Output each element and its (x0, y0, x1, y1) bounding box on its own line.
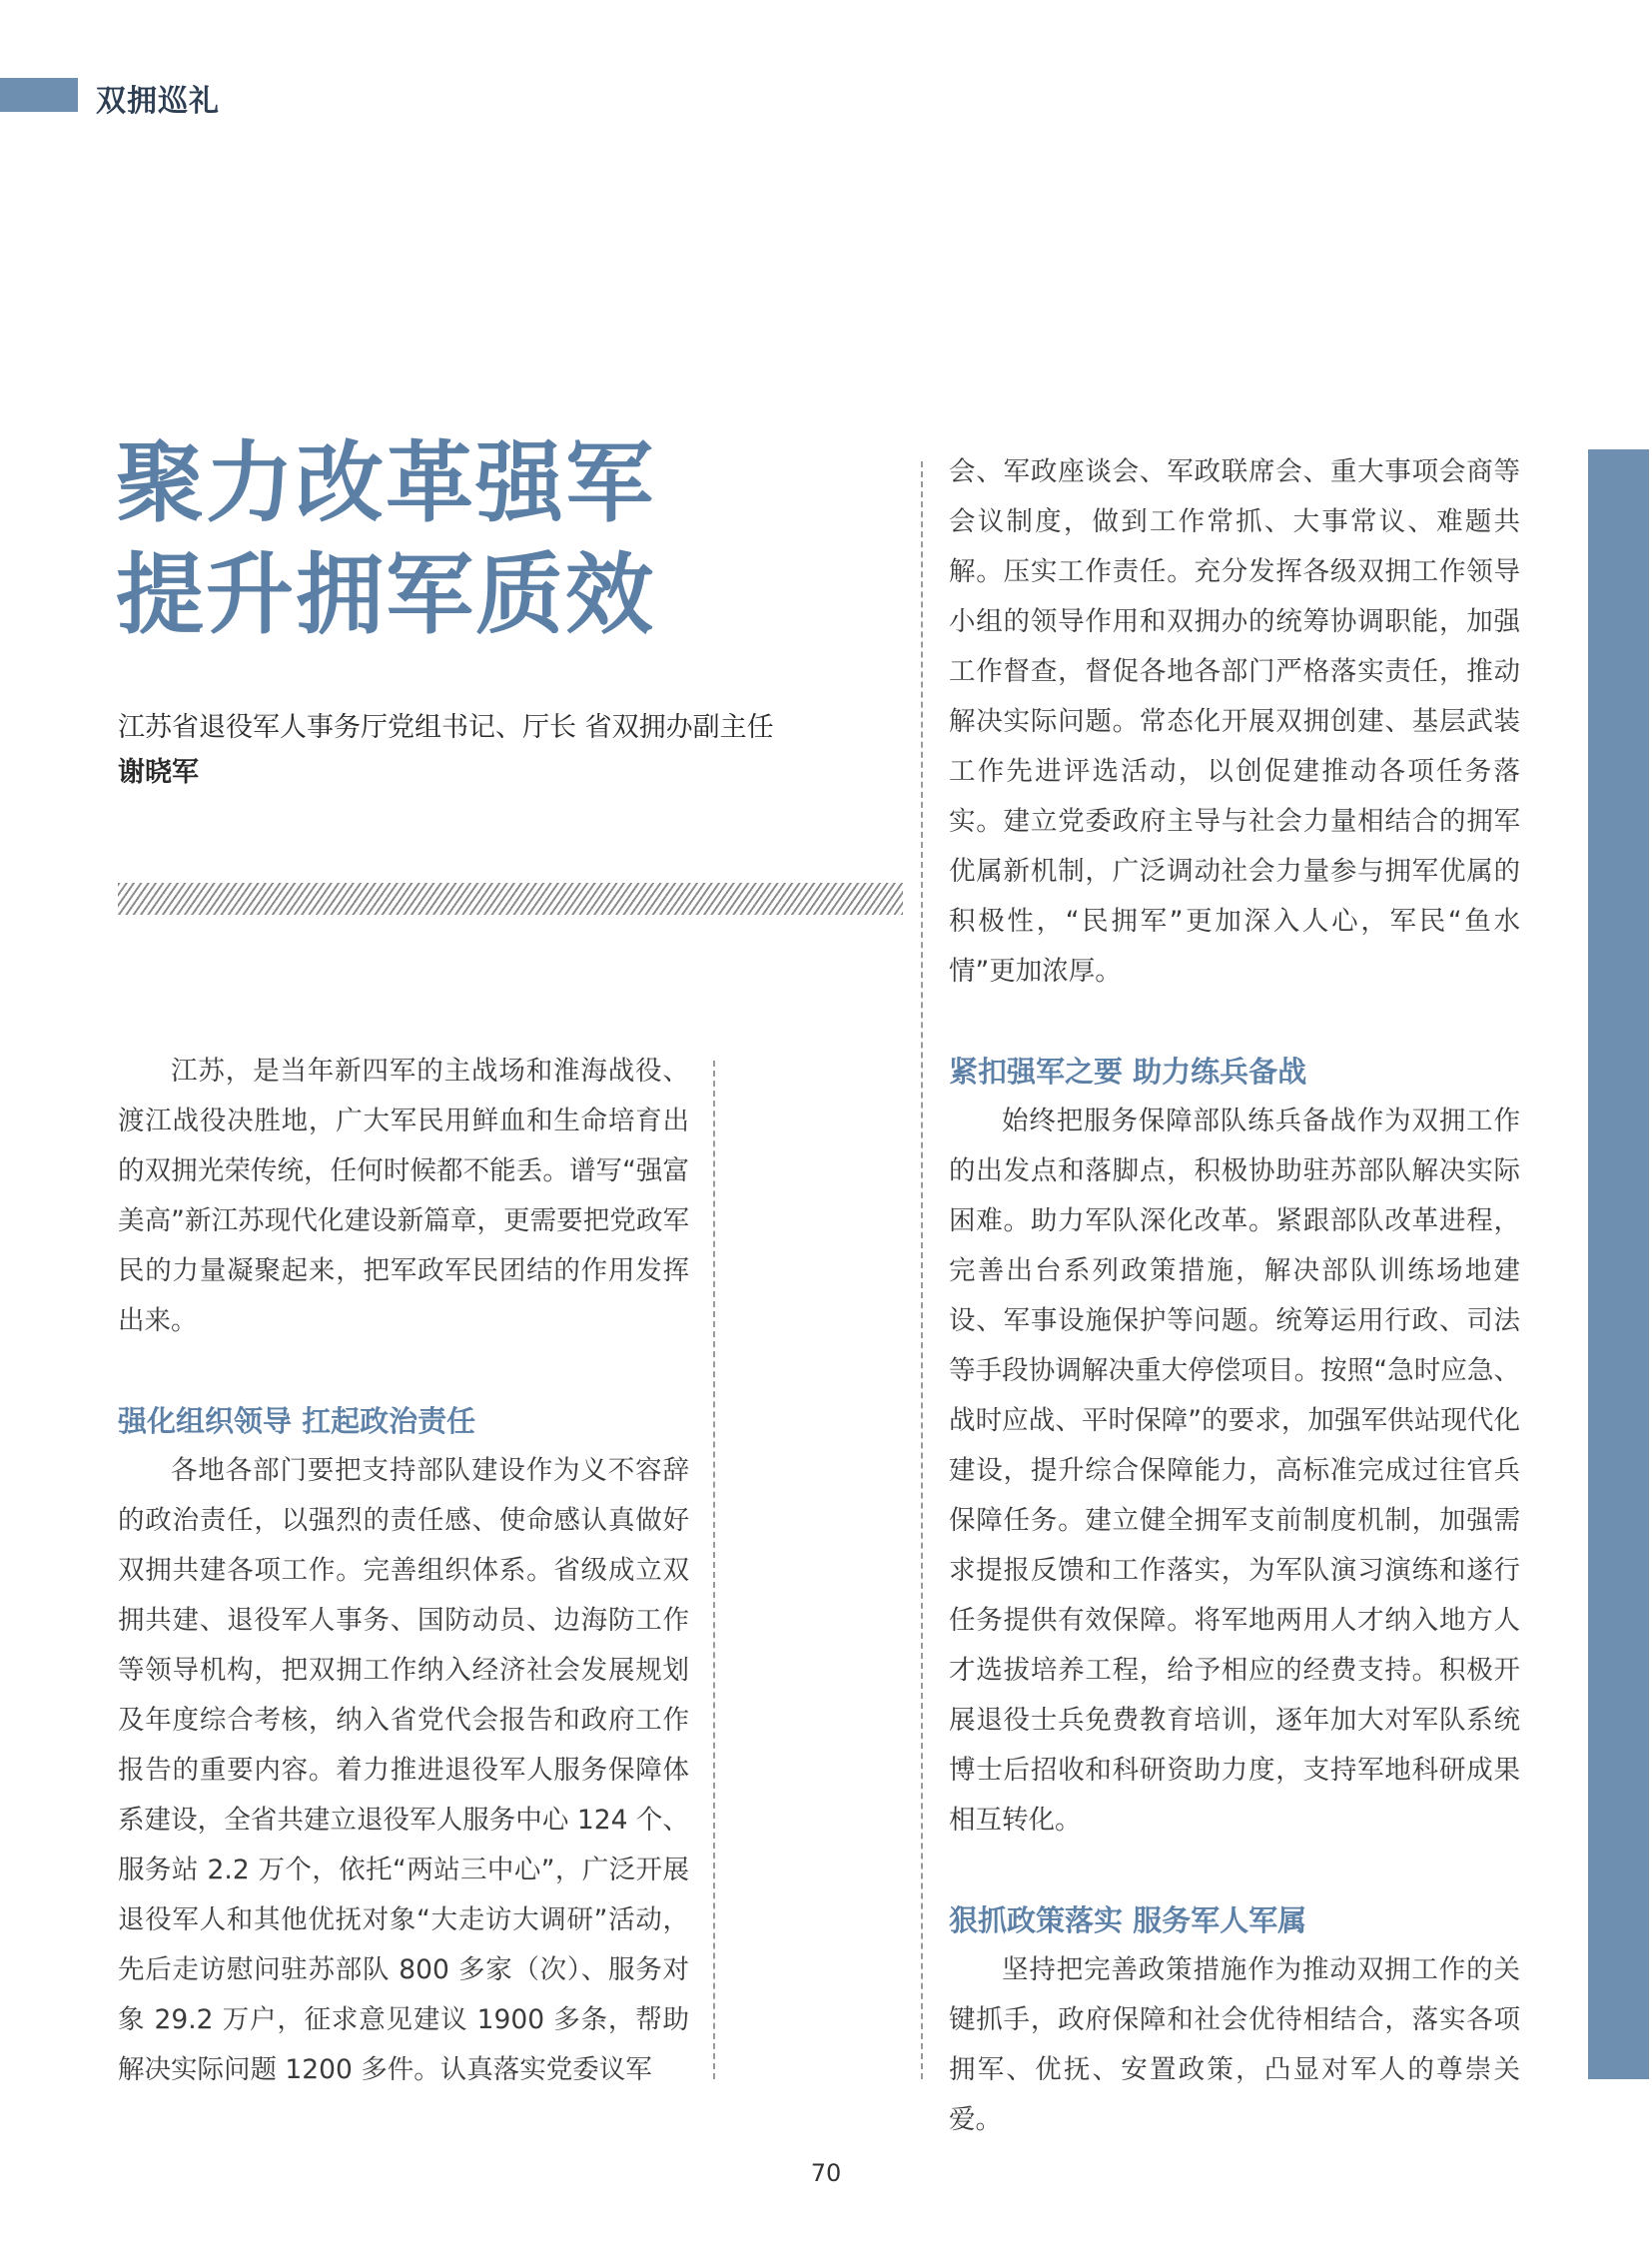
title-line-1: 聚力改革强军 (116, 431, 656, 534)
section-heading-policy: 狠抓政策落实 服务军人军属 (949, 1903, 1307, 1937)
intro-paragraph: 江苏，是当年新四军的主战场和淮海战役、渡江战役决胜地，广大军民用鲜血和生命培育出的双拥光荣传统，任何时候都不能丢。谱写“强富美高”新江苏现代化建设新篇章，更需要把党政军民的力量凝聚起来，把军政军民团结的作用发挥出来。 (118, 1056, 689, 1336)
title-line-2: 提升拥军质效 (116, 543, 656, 646)
column-divider-right (921, 461, 923, 2079)
continuation-paragraph: 会、军政座谈会、军政联席会、重大事项会商等会议制度，做到工作常抓、大事常议、难题共解。压实工作责任。充分发挥各级双拥工作领导小组的领导作用和双拥办的统筹协调职能，加强工作督查，督促各地各部门严格落实责任，推动解决实际问题。常态化开展双拥创建、基层武装工作先进评选活动，以创促建推动各项任务落实。建立党委政府主导与社会力量相结合的拥军优属新机制，广泛调动社会力量参与拥军优属的积极性，“民拥军”更加深入人心，军民“鱼水情”更加浓厚。 (949, 456, 1520, 987)
article-title (116, 427, 735, 651)
section-body-policy: 坚持把完善政策措施作为推动双拥工作的关键抓手，政府保障和社会优待相结合，落实各项拥军、优抚、安置政策，凸显对军人的尊崇关爱。 (949, 1954, 1520, 2135)
section-body-training: 始终把服务保障部队练兵备战作为双拥工作的出发点和落脚点，积极协助驻苏部队解决实际困难。助力军队深化改革。紧跟部队改革进程，完善出台系列政策措施，解决部队训练场地建设、军事设施保护等问题。统筹运用行政、司法等手段协调解决重大停偿项目。按照“急时应急、战时应战、平时保障”的要求，加强军供站现代化建设，提升综合保障能力，高标准完成过往官兵保障任务。建立健全拥军支前制度机制，加强需求提报反馈和工作落实，为军队演习演练和遂行任务提供有效保障。将军地两用人才纳入地方人才选拔培养工程，给予相应的经费支持。积极开展退役士兵免费教育培训，逐年加大对军队系统博士后招收和科研资助力度，支持军地科研成果相互转化。 (949, 1106, 1520, 1836)
author-position: 江苏省退役军人事务厅党组书记、厅长 省双拥办副主任 (118, 712, 774, 743)
right-edge-band (1588, 449, 1649, 2079)
byline (118, 705, 917, 795)
column-divider-left (713, 1061, 715, 2079)
section-heading-training: 紧扣强军之要 助力练兵备战 (949, 1055, 1307, 1089)
hatched-divider (118, 883, 903, 915)
header-accent-bar (0, 78, 78, 112)
section-heading-organization: 强化组织领导 扛起政治责任 (118, 1404, 476, 1438)
right-column (949, 447, 1520, 2145)
author-name: 谢晓军 (118, 757, 199, 788)
section-label: 双拥巡礼 (96, 84, 220, 119)
section-body-organization: 各地各部门要把支持部队建设作为义不容辞的政治责任，以强烈的责任感、使命感认真做好双拥共建各项工作。完善组织体系。省级成立双拥共建、退役军人事务、国防动员、边海防工作等领导机构，把双拥工作纳入经济社会发展规划及年度综合考核，纳入省党代会报告和政府工作报告的重要内容。着力推进退役军人服务保障体系建设，全省共建立退役军人服务中心 124 个、服务站 2.2 万个，依托“两站三中心”，广泛开展退役军人和其他优抚对象“大走访大调研”活动，先后走访慰问驻苏部队 800 多家（次）、服务对象 29.2 万户，征求意见建议 1900 多条，帮助解决实际问题 1200 多件。认真落实党委议军 (118, 1455, 689, 2085)
page-number: 70 (810, 2159, 842, 2187)
left-column (118, 1047, 689, 2095)
